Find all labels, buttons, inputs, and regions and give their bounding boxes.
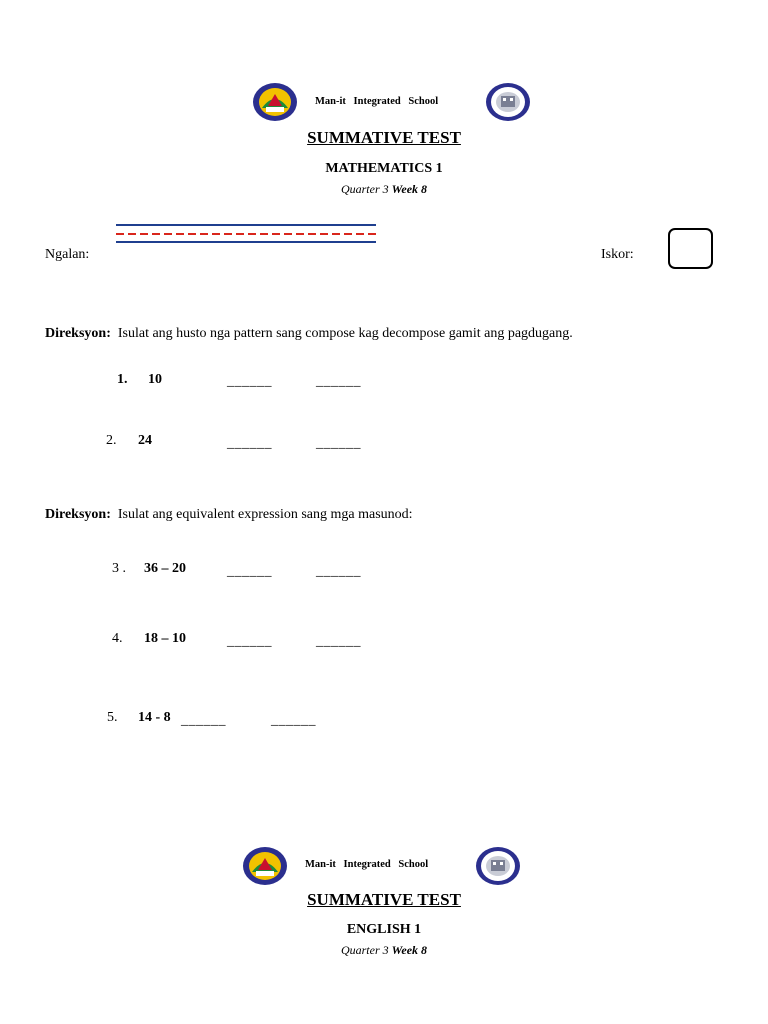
item-1-number: 1. xyxy=(117,372,128,387)
school-seal-left-logo xyxy=(252,82,298,122)
direction-2-text: Isulat ang equivalent expression sang mga masunod: xyxy=(117,507,413,522)
item-1-answer-blank-2[interactable]: ______ xyxy=(316,374,361,389)
subject-title: MATHEMATICS 1 xyxy=(325,161,443,176)
test-title: SUMMATIVE TEST xyxy=(307,128,461,147)
school-name-2: Man-it Integrated School xyxy=(305,859,429,870)
item-5-answer-blank-2[interactable]: ______ xyxy=(271,713,316,728)
direction-2 xyxy=(45,507,413,523)
item-5-number: 5. xyxy=(107,710,118,725)
quarter-label-2: Quarter 3 xyxy=(340,943,389,957)
item-2-answer-blank-1[interactable]: ______ xyxy=(227,436,272,451)
week-label: Week 8 xyxy=(391,182,428,196)
item-3-number: 3 . xyxy=(112,561,126,576)
item-3-answer-blank-2[interactable]: ______ xyxy=(316,564,361,579)
handwriting-guide-lines xyxy=(116,222,378,246)
deped-seal-right-logo-2 xyxy=(475,846,521,886)
test-title-2: SUMMATIVE TEST xyxy=(307,890,461,909)
week-label-2: Week 8 xyxy=(391,943,428,957)
item-2-number: 2. xyxy=(106,433,117,448)
name-label: Ngalan: xyxy=(45,247,90,262)
subject-title-2: ENGLISH 1 xyxy=(346,922,422,937)
item-4-answer-blank-1[interactable]: ______ xyxy=(227,634,272,649)
item-2-expression: 24 xyxy=(138,433,152,448)
item-5-expression: 14 - 8 xyxy=(138,710,171,725)
school-seal-left-logo-2 xyxy=(242,846,288,886)
direction-1-text: Isulat ang husto nga pattern sang compose kag decompose gamit ang pagdugang. xyxy=(117,326,573,341)
item-1-answer-blank-1[interactable]: ______ xyxy=(227,374,272,389)
quarter-week-line-2 xyxy=(341,943,427,958)
score-box[interactable] xyxy=(668,228,713,269)
quarter-week-line xyxy=(341,182,427,197)
item-4-answer-blank-2[interactable]: ______ xyxy=(316,634,361,649)
item-5-answer-blank-1[interactable]: ______ xyxy=(181,713,226,728)
item-4-expression: 18 – 10 xyxy=(144,631,186,646)
school-name: Man-it Integrated School xyxy=(315,96,439,107)
direction-1 xyxy=(45,326,573,342)
item-4-number: 4. xyxy=(112,631,123,646)
direction-1-label: Direksyon: xyxy=(45,326,111,341)
item-3-expression: 36 – 20 xyxy=(144,561,186,576)
deped-seal-right-logo xyxy=(485,82,531,122)
quarter-label: Quarter 3 xyxy=(340,182,389,196)
score-label: Iskor: xyxy=(601,247,634,262)
direction-2-label: Direksyon: xyxy=(45,507,111,522)
item-3-answer-blank-1[interactable]: ______ xyxy=(227,564,272,579)
item-1-expression: 10 xyxy=(148,372,162,387)
item-2-answer-blank-2[interactable]: ______ xyxy=(316,436,361,451)
